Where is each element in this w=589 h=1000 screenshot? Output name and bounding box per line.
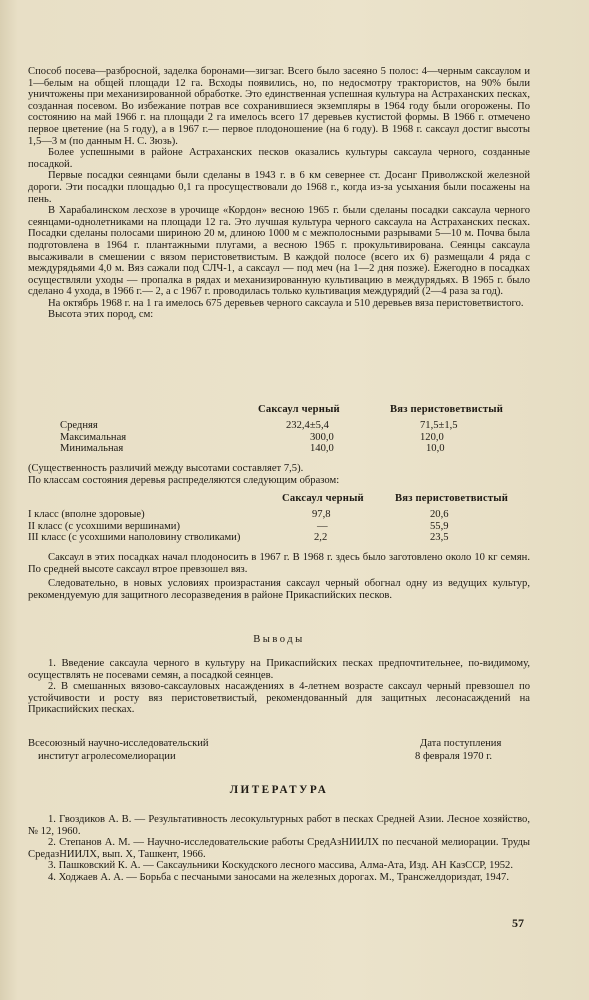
reference-item: 1. Гвоздиков А. В. — Результативность лесокультурных работ в песках Средней Азии. Лесное хозяйство, № 12, 1960. <box>28 814 530 837</box>
references-list <box>28 814 530 884</box>
body-text-block <box>28 66 530 321</box>
row-label: Средняя <box>60 420 98 432</box>
reference-item: 4. Ходжаев А. А. — Борьба с песчаными заносами на железных дорогах. М., Трансжелдориздат, 1947. <box>48 871 509 883</box>
paragraph: В Харабалинском лесхозе в урочище «Кордон» весною 1965 г. были сделаны посадки саксаула черного сеянцами-однолетниками на площади 12 га. Это лучшая культура черного саксаула на Астраханских песках. Посадки сделаны полосами шириною 20 м, длиною 1000 м с межполосными разрывами 5—10 м. Почва была подготовлена в 1964 г. плантажными плугами, а весною 1965 г. прокультивирована. Сеянцы саксаула высаживали в смешении с вязом перистоветвистым. В каждой полосе (всего их 6) размещали 4 ряда с междурядьями 4,0 м. Вяз сажали под СЛЧ-1, а саксаул — под меч (на 1—2 дня позже). Ежегодно в посадках осуществляли уходы — пропалка в рядах и механизированную культивацию в междурядьях. В 1965 г. было сделано 4 ухода, в 1966 г.— 2, а с 1967 г. проводилась только культивация междурядий (2—4 раза за год). <box>28 205 530 298</box>
conclusions-heading: Выводы <box>253 634 305 645</box>
row-label: II класс (с усохшими вершинами) <box>28 520 180 532</box>
paragraph: Первые посадки сеянцами были сделаны в 1943 г. в 6 км севернее ст. Досанг Приволжской железной дороги. Эти посадки площадью 0,1 га просуществовали до 1968 г., когда из-за усыхания были посажены на пень. <box>28 170 530 205</box>
row-label: III класс (с усохшими наполовину стволиками) <box>28 532 241 544</box>
table-cell: 23,5 <box>430 532 449 544</box>
row-label: Максимальная <box>60 431 127 443</box>
date-value: 8 февраля 1970 г. <box>415 751 493 763</box>
paragraph: Высота этих пород, см: <box>48 309 154 321</box>
column-header: Саксаул черный <box>282 493 364 504</box>
table-cell: — <box>317 520 328 532</box>
table-cell: 2,2 <box>314 532 328 544</box>
page-number: 57 <box>512 916 524 930</box>
institution-line: институт агролесомелиорации <box>38 751 176 763</box>
table-cell: 232,4±5,4 <box>286 420 329 432</box>
conclusions-block <box>28 658 530 716</box>
column-header: Саксаул черный <box>258 404 340 415</box>
row-label: Минимальная <box>60 443 124 455</box>
conclusion-item: 2. В смешанных вязово-саксауловых насаждениях в 4-летнем возрасте саксаул черный превзошел по устойчивости и росту вяз перистоветвистый, рекомендованный для защитных лесонасаждений на Прикаспийских песках. <box>28 681 530 716</box>
reference-item: 2. Степанов А. М. — Научно-исследовательские работы СредАзНИИЛХ по песчаной мелиорации. Труды СредазНИИЛХ, вып. X, Ташкент, 1966. <box>28 837 530 860</box>
reference-item: 3. Пашковский К. А. — Саксаульники Коскудского лесного массива, Алма-Ата, Изд. АН КазССР, 1952. <box>48 860 514 872</box>
table-cell: 97,8 <box>312 509 331 521</box>
literature-heading: ЛИТЕРАТУРА <box>229 784 329 796</box>
table-cell: 55,9 <box>430 520 449 532</box>
table-cell: 20,6 <box>430 509 449 521</box>
table-cell: 71,5±1,5 <box>420 420 458 432</box>
table-cell: 10,0 <box>426 443 445 455</box>
heights-table <box>28 404 530 455</box>
column-header: Вяз перистоветвистый <box>395 493 509 504</box>
condition-classes-table <box>28 493 530 544</box>
table-cell: 140,0 <box>310 443 334 455</box>
paragraph: На октябрь 1968 г. на 1 га имелось 675 деревьев черного саксаула и 510 деревьев вяза перистоветвистого. <box>48 297 524 309</box>
table-cell: 300,0 <box>310 431 334 443</box>
paragraph: (Существенность различий между высотами составляет 7,5). <box>28 463 304 474</box>
paragraph: По классам состояния деревья распределяются следующим образом: <box>28 474 340 486</box>
column-header: Вяз перистоветвистый <box>390 404 504 415</box>
table-cell: 120,0 <box>420 431 444 443</box>
paragraph: Саксаул в этих посадках начал плодоносить в 1967 г. В 1968 г. здесь было заготовлено около 10 кг семян. По средней высоте саксаул втрое превзошел вяз. <box>28 552 530 575</box>
institution-line: Всесоюзный научно-исследовательский <box>28 738 209 749</box>
paragraph: Следовательно, в новых условиях произрастания саксаул черный обогнал одну из ведущих культур, рекомендуемую для защитного лесоразведения в районе Прикаспийских песков. <box>28 578 530 601</box>
submission-info <box>28 738 530 763</box>
body-text-block <box>28 463 530 486</box>
date-label: Дата поступления <box>420 738 502 749</box>
body-text-block <box>28 552 530 601</box>
conclusion-item: 1. Введение саксаула черного в культуру на Прикаспийских песках предпочтительнее, по-видимому, осуществлять не посевами семян, а посадкой сеянцев. <box>28 658 530 681</box>
paragraph: Более успешными в районе Астраханских песков оказались культуры саксаула черного, созданные посадкой. <box>28 147 530 170</box>
row-label: I класс (вполне здоровые) <box>28 509 145 521</box>
paragraph: Способ посева—разбросной, заделка боронами—зигзаг. Всего было засеяно 5 полос: 4—черным саксаулом и 1—белым на общей площади 12 га. Всходы появились, но, по недосмотру трактористов, на 90% были уничтожены при механизированной обработке. Это единственная успешная культура на Астраханских песках, созданная посевом. Во избежание потрав все сохранившиеся экземпляры в 1964 году были огорожены. По состоянию на май 1966 г. на площади 2 га имелось всего 17 деревьев кустистой формы. В 1966 г. отмечено первое цветение (на 5 году), а в 1967 г.— первое плодоношение (на 6 году). В 1968 г. саксаул достиг высоты 1,5—3 м (по данным Н. С. Зюзь). <box>28 66 530 147</box>
